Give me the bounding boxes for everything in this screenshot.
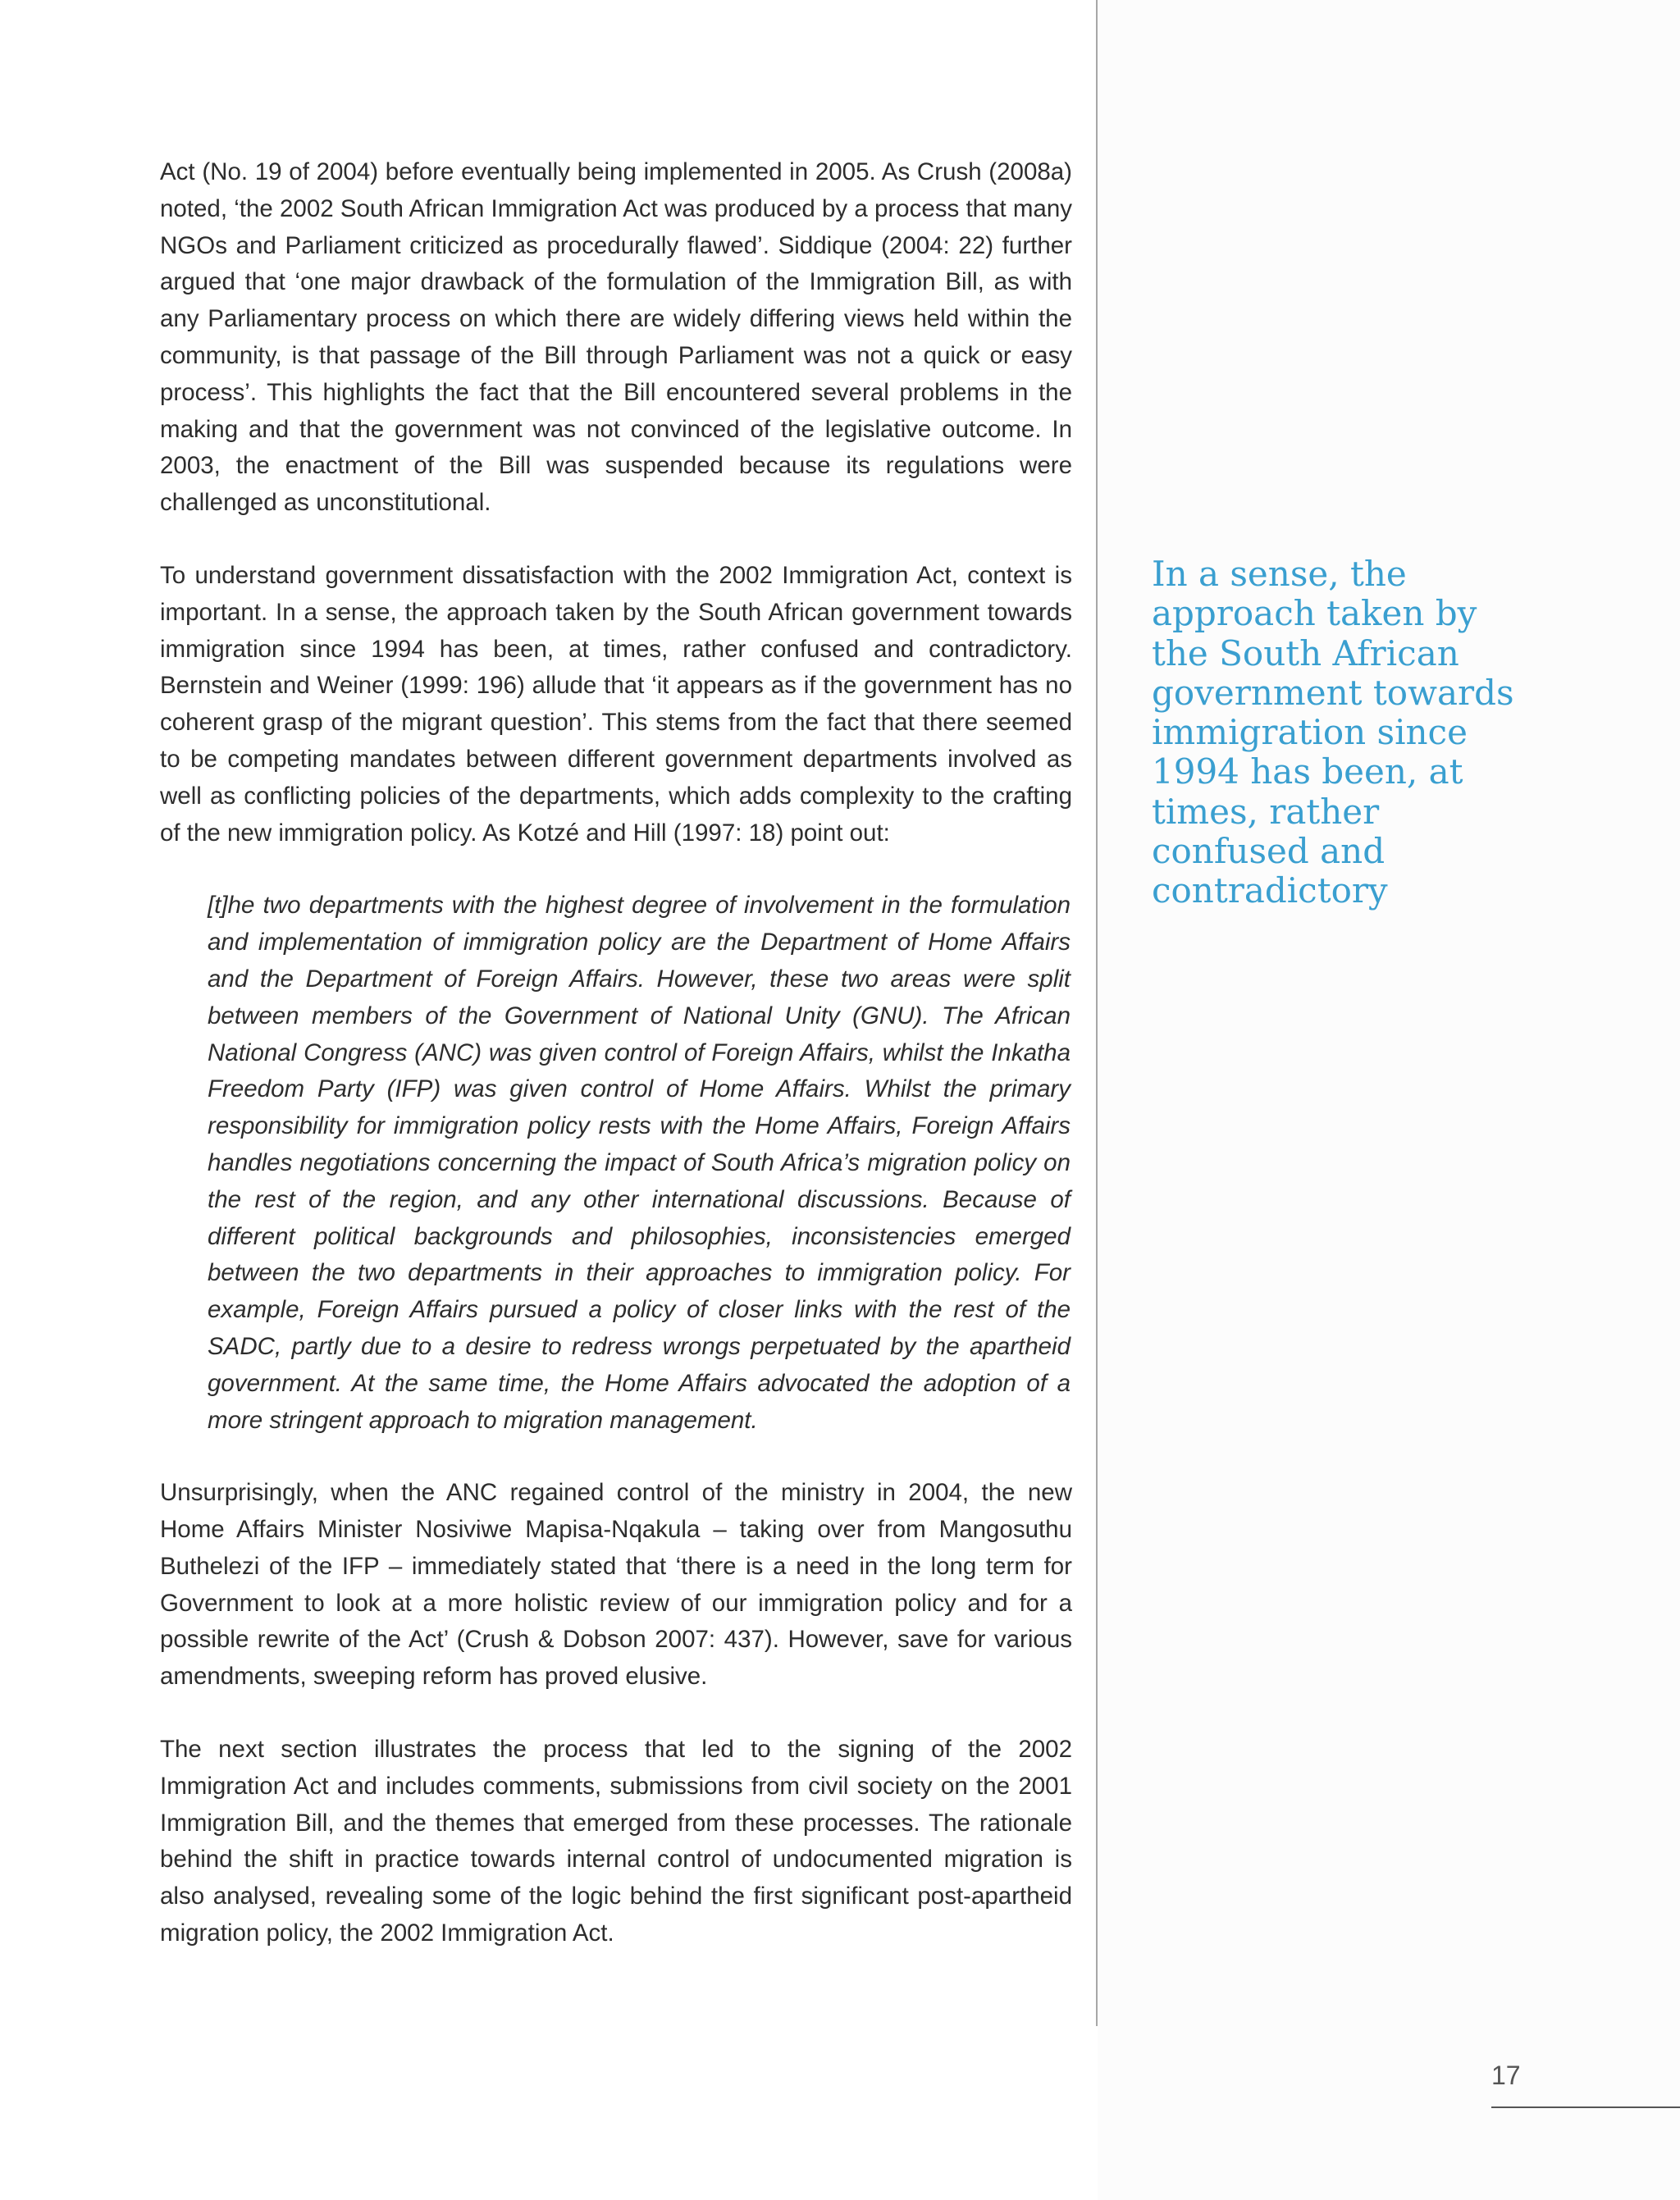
body-paragraph: The next section illustrates the process that led to the signing of the 2002 Immigration Act and includes comments, submissions from civil society on the 2001 Immigration Bill, and the themes that emerged from these processes. The rationale behind the shift in practice towards internal control of undocumented migration is also analysed, revealing some of the logic behind the first significant post-apartheid migration policy, the 2002 Immigration Act. bbox=[160, 1736, 1072, 1947]
body-paragraph: To understand government dissatisfaction with the 2002 Immigration Act, context is important. In a sense, the approach taken by the South African government towards immigration since 1994 has been, at times, rather confused and contradictory. Bernstein and Weiner (1999: 196) allude that ‘it appears as if the government has no coherent grasp of the migrant question’. This stems from the fact that there seemed to be competing mandates between different government departments involved as well as conflicting policies of the departments, which adds complexity to the crafting of the new immigration policy. As Kotzé and Hill (1997: 18) point out: bbox=[160, 561, 1072, 847]
page-number-rule bbox=[1491, 2106, 1680, 2108]
column-divider bbox=[1096, 0, 1098, 2026]
pull-quote: In a sense, the approach taken by the South African government towards immigration since 1994 has been, at times, rather confused and contradictory bbox=[1152, 554, 1514, 911]
body-paragraph: Act (No. 19 of 2004) before eventually being implemented in 2005. As Crush (2008a) noted, ‘the 2002 South African Immigration Act was produced by a process that many NGOs and Parliament criticized as procedurally flawed’. Siddique (2004: 22) further argued that ‘one major drawback of the formulation of the Immigration Bill, as with any Parliamentary process on which there are widely differing views held within the community, is that passage of the Bill through Parliament was not a quick or easy process’. This highlights the fact that the Bill encountered several problems in the making and that the government was not convinced of the legislative outcome. In 2003, the enactment of the Bill was suspended because its regulations were challenged as unconstitutional. bbox=[160, 158, 1072, 517]
body-paragraph: Unsurprisingly, when the ANC regained control of the ministry in 2004, the new Home Affairs Minister Nosiviwe Mapisa-Nqakula – taking over from Mangosuthu Buthelezi of the IFP – immediately stated that ‘there is a need in the long term for Government to look at a more holistic review of our immigration policy and for a possible rewrite of the Act’ (Crush & Dobson 2007: 437). However, save for various amendments, sweeping reform has proved elusive. bbox=[160, 1479, 1072, 1691]
block-quote: [t]he two departments with the highest degree of involvement in the formulation and implementation of immigration policy are the Department of Home Affairs and the Department of Foreign Affairs. However, these two areas were split between members of the Government of National Unity (GNU). The African National Congress (ANC) was given control of Foreign Affairs, whilst the Inkatha Freedom Party (IFP) was given control of Home Affairs. Whilst the primary responsibility for immigration policy rests with the Home Affairs, Foreign Affairs handles negotiations concerning the impact of South Africa’s migration policy on the rest of the region, and any other international discussions. Because of different political backgrounds and philosophies, inconsistencies emerged between the two departments in their approaches to immigration policy. For example, Foreign Affairs pursued a policy of closer links with the rest of the SADC, partly due to a desire to redress wrongs perpetuated by the apartheid government. At the same time, the Home Affairs advocated the adoption of a more stringent approach to migration management. bbox=[208, 892, 1071, 1434]
sidebar-background bbox=[1098, 0, 1680, 2200]
main-text-column bbox=[160, 154, 1072, 1988]
page-number: 17 bbox=[1491, 2061, 1521, 2090]
